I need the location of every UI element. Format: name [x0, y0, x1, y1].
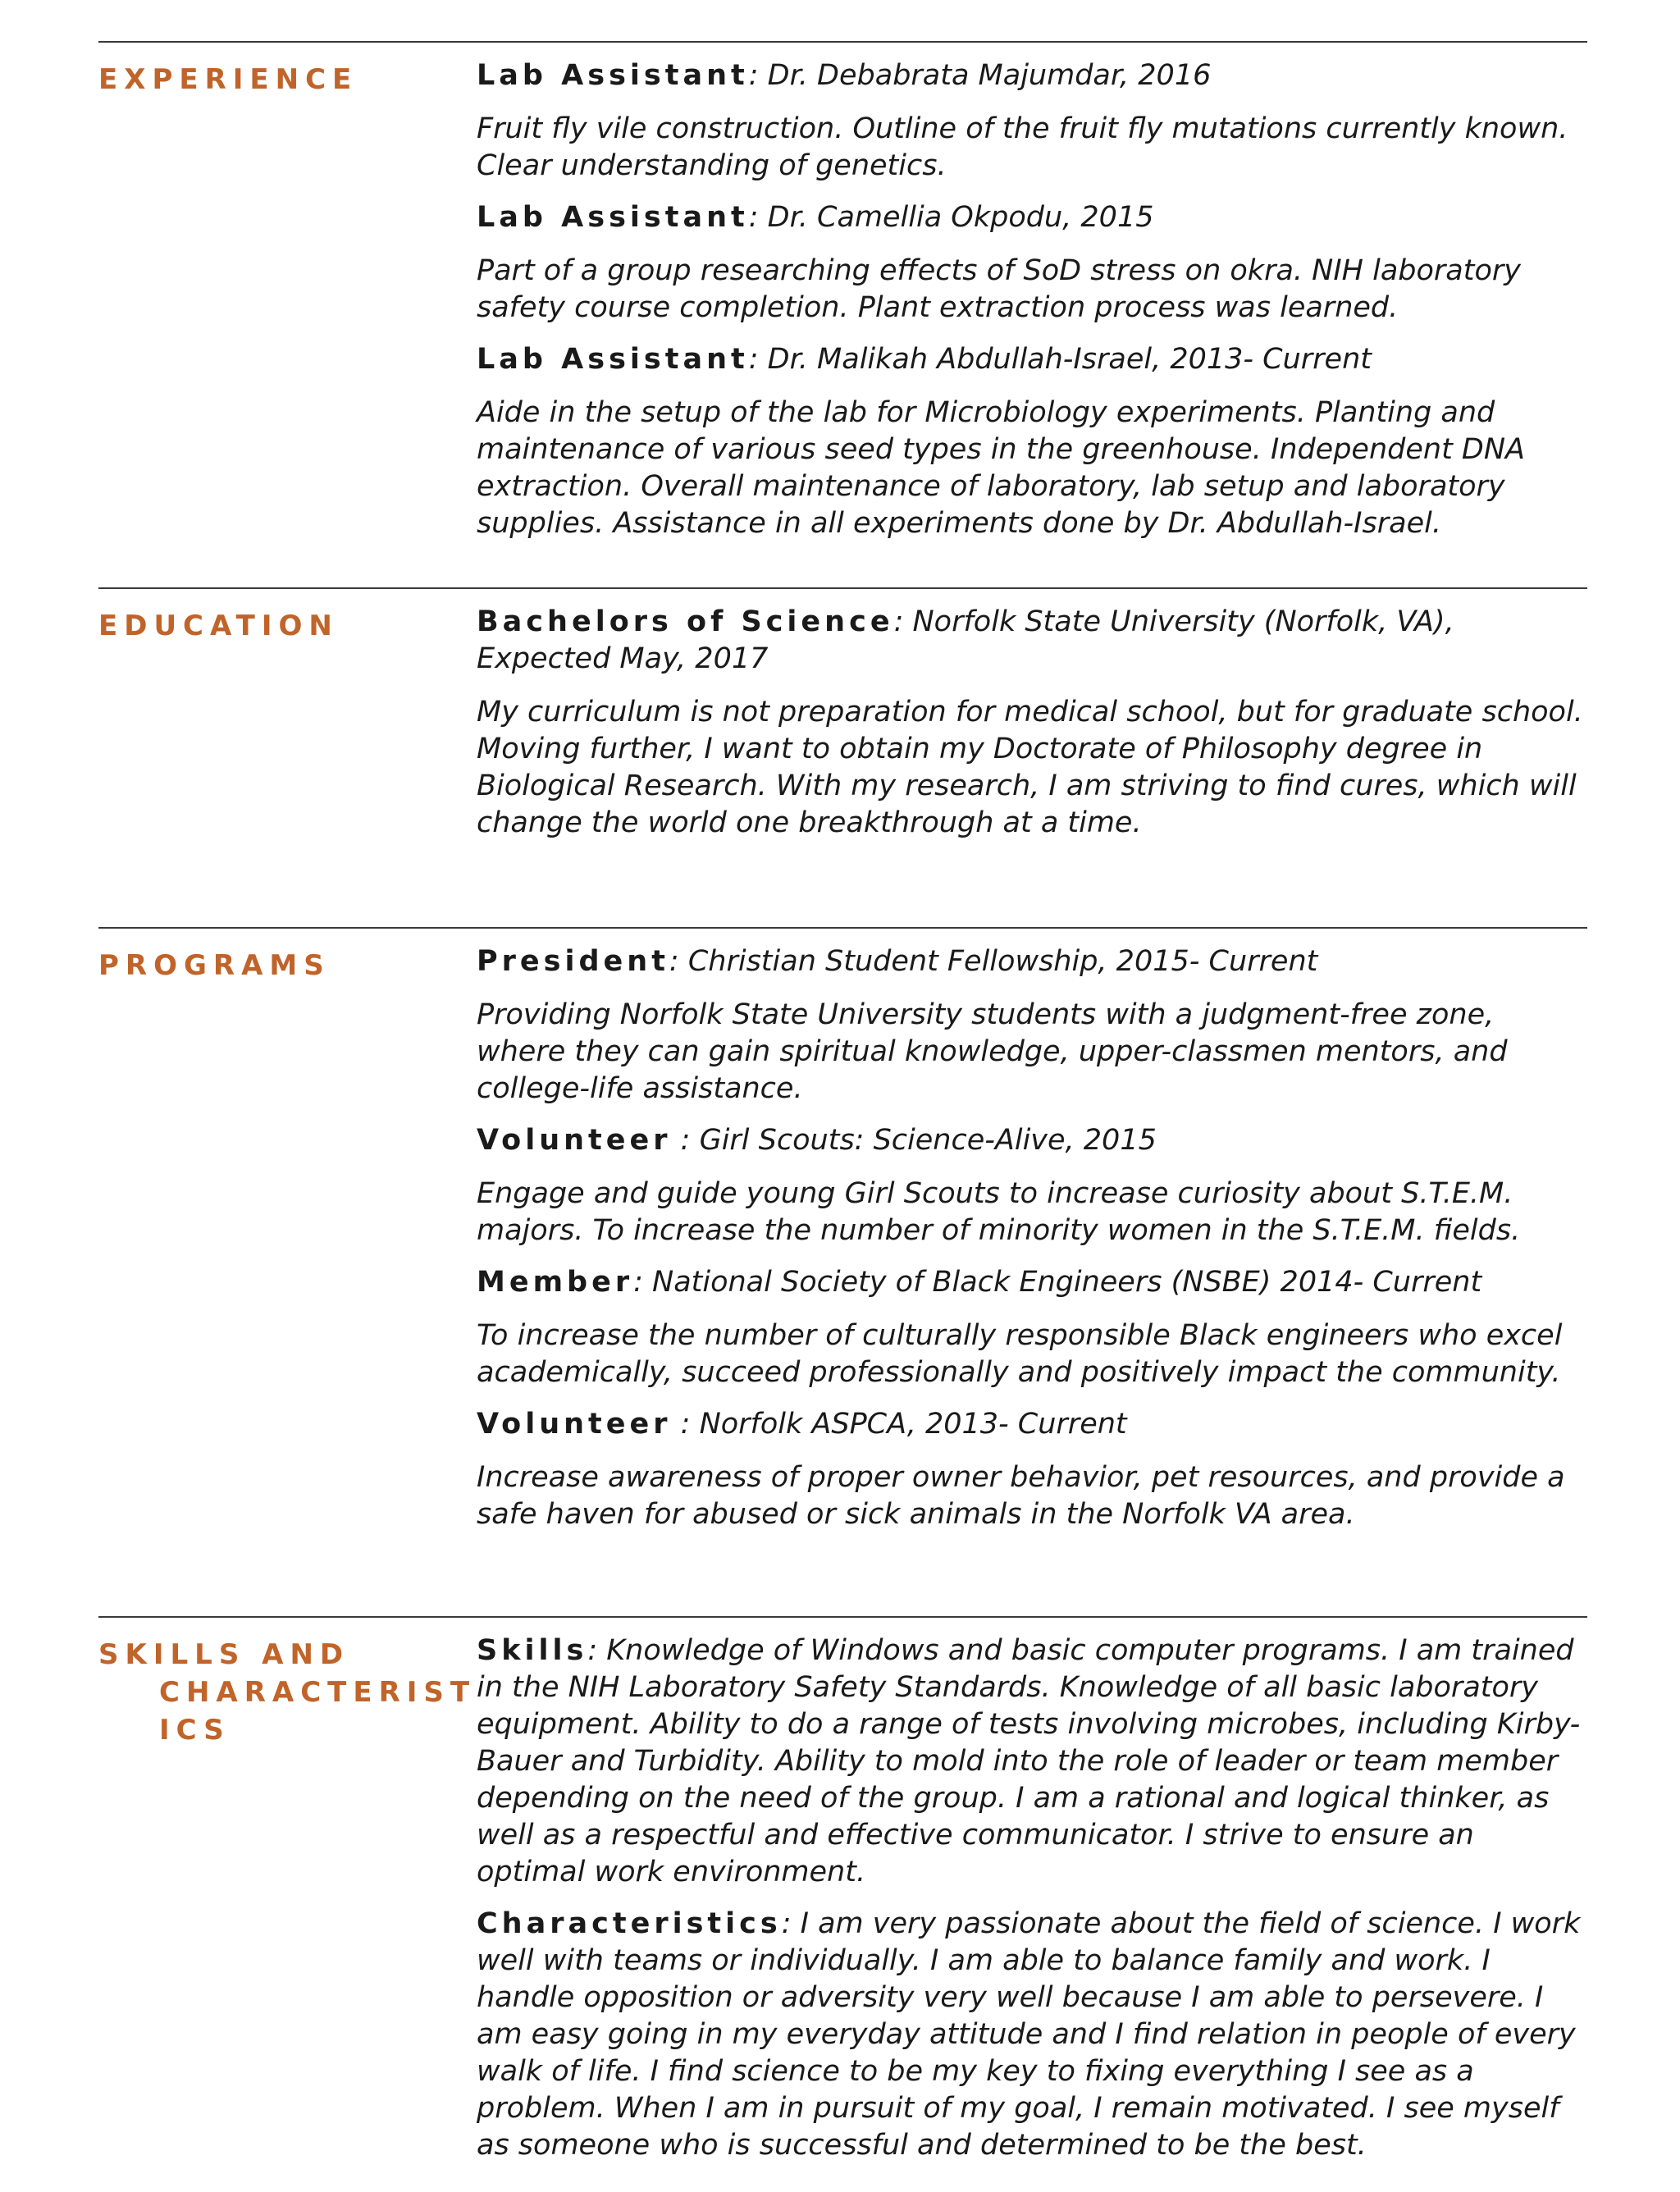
entry-detail: : Girl Scouts: Science-Alive, 2015: [671, 1124, 1157, 1157]
entry-role: Volunteer: [477, 1124, 672, 1157]
programs-entry-heading: [477, 1264, 1587, 1301]
programs-entry-heading: [477, 943, 1587, 980]
entry-role: President: [477, 945, 669, 978]
experience-entry-heading: [477, 199, 1587, 236]
resume-page: [98, 41, 1587, 2192]
entry-role: Skills: [477, 1634, 588, 1667]
programs-entry-heading: [477, 1406, 1587, 1443]
section-title-education: EDUCATION: [98, 610, 339, 642]
entry-detail: : Dr. Debabrata Majumdar, 2016: [748, 59, 1212, 92]
experience-entry-heading: [477, 341, 1587, 378]
education-body: [477, 589, 1587, 842]
programs-entry-description: Providing Norfolk State University students with a judgment-free zone, where they can gain spiritual knowledge, upper-classmen mentors, and college-life assistance.: [477, 998, 1508, 1105]
characteristics-paragraph: [477, 1906, 1587, 2164]
education-entry-heading: [477, 604, 1587, 678]
entry-role: Lab Assistant: [477, 201, 749, 234]
programs-entry-heading: [477, 1122, 1587, 1159]
programs-entry-description: To increase the number of culturally responsible Black engineers who excel academically, succeed professionally and positively impact the community.: [477, 1319, 1563, 1389]
entry-role: Member: [477, 1266, 634, 1299]
entry-detail: : Dr. Camellia Okpodu, 2015: [748, 201, 1154, 234]
entry-role: Bachelors of Science: [477, 605, 894, 638]
entry-detail: : National Society of Black Engineers (NSBE) 2014- Current: [633, 1266, 1482, 1299]
programs-entry-description: Increase awareness of proper owner behavior, pet resources, and provide a safe haven for abused or sick animals in the Norfolk VA area.: [477, 1461, 1565, 1531]
entry-detail: : Christian Student Fellowship, 2015- Current: [669, 945, 1318, 978]
section-title-line: CHARACTERIST: [159, 1676, 477, 1709]
paragraph-text: : I am very passionate about the field of science. I work well with teams or individually. I am able to balance family and work. I handle opposition or adversity very well because I am able to persevere. I am easy going in my everyday attitude and I find relation in people of every walk of life. I find science to be my key to fixing everything I see as a problem. When I am in pursuit of my goal, I remain motivated. I see myself as someone who is successful and determined to be the best.: [477, 1907, 1581, 2162]
section-title-programs: PROGRAMS: [98, 949, 331, 982]
section-title-line: ICS: [159, 1714, 231, 1747]
entry-detail: : Dr. Malikah Abdullah-Israel, 2013- Current: [748, 343, 1372, 376]
entry-role: Lab Assistant: [477, 343, 749, 376]
entry-role: Characteristics: [477, 1907, 782, 1940]
section-title-skills: [98, 1636, 477, 1749]
skills-paragraph: [477, 1633, 1587, 1891]
experience-entry-heading: [477, 57, 1587, 94]
entry-role: Volunteer: [477, 1408, 672, 1441]
education-section: [98, 587, 1587, 927]
experience-entry-description: Part of a group researching effects of SoD stress on okra. NIH laboratory safety course completion. Plant extraction process was learned.: [477, 254, 1521, 324]
section-title-experience: EXPERIENCE: [98, 63, 358, 96]
skills-body: [477, 1618, 1587, 2164]
entry-detail: : Norfolk State University (Norfolk, VA), Expected May, 2017: [477, 605, 1454, 675]
programs-entry-description: Engage and guide young Girl Scouts to increase curiosity about S.T.E.M. majors. To increase the number of minority women in the S.T.E.M. fields.: [477, 1177, 1521, 1247]
experience-section: [98, 41, 1587, 587]
entry-role: Lab Assistant: [477, 59, 749, 92]
experience-entry-description: Fruit fly vile construction. Outline of the fruit fly mutations currently known. Clear understanding of genetics.: [477, 112, 1568, 182]
experience-body: [477, 43, 1587, 542]
skills-section: [98, 1616, 1587, 2192]
section-title-line: SKILLS AND: [98, 1638, 350, 1671]
programs-body: [477, 929, 1587, 1533]
paragraph-text: : Knowledge of Windows and basic computer programs. I am trained in the NIH Laboratory Safety Standards. Knowledge of all basic laboratory equipment. Ability to do a range of tests involving microbes, including Kirby-Bauer and Turbidity. Ability to mold into the role of leader or team member depending on the need of the group. I am a rational and logical thinker, as well as a respectful and effective communicator. I strive to ensure an optimal work environment.: [477, 1634, 1581, 1888]
entry-detail: : Norfolk ASPCA, 2013- Current: [671, 1408, 1127, 1441]
experience-entry-description: Aide in the setup of the lab for Microbiology experiments. Planting and maintenance of various seed types in the greenhouse. Independent DNA extraction. Overall maintenance of laboratory, lab setup and laboratory supplies. Assistance in all experiments done by Dr. Abdullah-Israel.: [477, 396, 1525, 540]
education-entry-description: My curriculum is not preparation for medical school, but for graduate school. Moving further, I want to obtain my Doctorate of Philosophy degree in Biological Research. With my research, I am striving to find cures, which will change the world one breakthrough at a time.: [477, 696, 1583, 839]
programs-section: [98, 927, 1587, 1616]
